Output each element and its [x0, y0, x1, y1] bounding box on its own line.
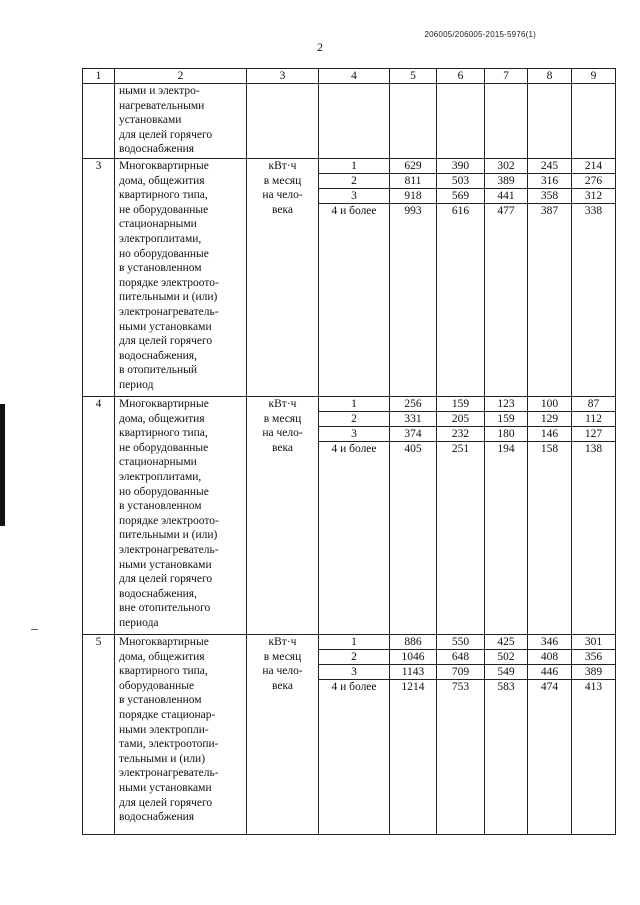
norm-value: 389 — [572, 665, 615, 680]
norm-value: 146 — [528, 427, 571, 442]
norm-value: 338 — [584, 205, 603, 217]
description-line: но оборудованные — [119, 485, 209, 498]
description-line: квартирного типа, — [119, 189, 208, 202]
unit-cell — [247, 635, 319, 835]
norm-value: 753 — [451, 681, 470, 693]
norm-column-5 — [390, 397, 437, 635]
norm-value: 918 — [390, 189, 436, 204]
norm-value: 205 — [437, 412, 484, 427]
norm-value: 127 — [572, 427, 615, 442]
table-row — [83, 159, 616, 397]
persons-count: 2 — [319, 174, 389, 189]
description-line: тельными и (или) — [119, 752, 206, 765]
description-line: Многоквартирные — [119, 160, 209, 172]
norm-value: 811 — [390, 174, 436, 189]
description-line: но оборудованные — [119, 247, 209, 260]
norm-value: 474 — [540, 681, 559, 693]
norm-value: 549 — [485, 665, 527, 680]
description-line: ными установками — [119, 558, 212, 571]
norm-value: 502 — [485, 650, 527, 665]
norm-column-9 — [572, 635, 616, 835]
norm-value: 387 — [540, 205, 559, 217]
description-line: квартирного типа, — [119, 665, 208, 678]
norm-column-6 — [437, 635, 485, 835]
persons-count: 1 — [319, 635, 389, 650]
description-line: стационарными — [119, 218, 197, 231]
norm-value: 405 — [404, 443, 422, 455]
norm-value: 993 — [404, 205, 422, 217]
column-number: 5 — [390, 69, 437, 84]
column-number: 9 — [572, 69, 616, 84]
norm-value: 251 — [451, 443, 470, 455]
description-line: ными установками — [119, 320, 212, 333]
unit-line: на чело- — [262, 189, 303, 202]
row-description — [115, 159, 247, 397]
norm-value: 477 — [497, 205, 515, 217]
norm-column-7 — [485, 635, 528, 835]
unit-line: в месяц — [263, 650, 302, 663]
unit-line: века — [272, 441, 293, 454]
persons-count: 4 и более — [331, 443, 377, 455]
description-line: водоснабжения, — [119, 587, 197, 600]
description-line: для целей горячего — [119, 796, 213, 809]
column-number: 4 — [319, 69, 390, 84]
norm-value: 159 — [485, 412, 527, 427]
norm-value: 1046 — [390, 650, 436, 665]
description-line: в установленном — [119, 262, 202, 275]
unit-line: кВт·ч — [268, 160, 297, 172]
norm-value: 390 — [437, 159, 484, 174]
unit-line: на чело- — [262, 665, 303, 678]
unit-line: на чело- — [262, 427, 303, 440]
norm-value: 709 — [437, 665, 484, 680]
persons-column — [319, 635, 390, 835]
norm-value: 441 — [485, 189, 527, 204]
persons-count: 4 и более — [331, 205, 377, 217]
norm-value: 374 — [390, 427, 436, 442]
scan-margin-mark — [0, 404, 5, 526]
persons-count: 2 — [319, 412, 389, 427]
norm-value: 87 — [572, 397, 615, 412]
norm-value: 569 — [437, 189, 484, 204]
scan-speck — [31, 629, 38, 630]
norm-value: 1143 — [390, 665, 436, 680]
persons-column — [319, 397, 390, 635]
persons-count: 3 — [319, 427, 389, 442]
unit-cell — [247, 397, 319, 635]
norm-value: 214 — [572, 159, 615, 174]
row-number: 3 — [83, 159, 115, 397]
norm-value: 256 — [390, 397, 436, 412]
persons-count: 3 — [319, 189, 389, 204]
norm-value: 408 — [528, 650, 571, 665]
description-line: период — [119, 378, 154, 391]
description-line: порядке стационар- — [119, 708, 216, 721]
description-line: периода — [119, 616, 159, 629]
norm-column-9 — [572, 159, 616, 397]
norm-value: 550 — [437, 635, 484, 650]
norm-value: 356 — [572, 650, 615, 665]
row-description — [115, 397, 247, 635]
norm-value: 425 — [485, 635, 527, 650]
description-line: пительными и (или) — [119, 291, 218, 304]
description-line: электронагреватель- — [119, 543, 219, 556]
norm-column-9 — [572, 397, 616, 635]
description-line: вне отопительного — [119, 602, 211, 615]
description-line: Многоквартирные — [119, 398, 209, 410]
norm-value: 158 — [540, 443, 559, 455]
description-line: для целей горячего — [119, 335, 213, 348]
norm-value: 1214 — [401, 681, 425, 693]
description-line: порядке электроото- — [119, 276, 219, 289]
description-line: в отопительный — [119, 364, 197, 377]
norm-value: 358 — [528, 189, 571, 204]
description-line: порядке электроото- — [119, 514, 219, 527]
norm-value: 123 — [485, 397, 527, 412]
persons-count: 3 — [319, 665, 389, 680]
description-line: электронагреватель- — [119, 767, 219, 780]
column-number: 1 — [83, 69, 115, 84]
norm-value: 276 — [572, 174, 615, 189]
column-number: 2 — [115, 69, 247, 84]
norm-value: 583 — [497, 681, 515, 693]
description-line: Многоквартирные — [119, 636, 209, 648]
table-row — [83, 397, 616, 635]
description-line: тами, электроотопи- — [119, 738, 219, 751]
description-line: водоснабжения — [119, 811, 195, 824]
norm-value: 413 — [584, 681, 603, 693]
description-line: не оборудованные — [119, 203, 209, 216]
norm-value: 316 — [528, 174, 571, 189]
norm-value: 100 — [528, 397, 571, 412]
norm-value: 194 — [497, 443, 515, 455]
norm-value: 629 — [390, 159, 436, 174]
persons-count: 2 — [319, 650, 389, 665]
description-line: дома, общежития — [119, 174, 205, 187]
row-number: 5 — [83, 635, 115, 835]
document-id: 206005/206005-2015-5976(1) — [424, 30, 536, 39]
norm-column-6 — [437, 159, 485, 397]
column-number: 8 — [528, 69, 572, 84]
description-line: водоснабжения, — [119, 349, 197, 362]
persons-count: 1 — [319, 159, 389, 174]
norm-column-8 — [528, 397, 572, 635]
unit-line: века — [272, 679, 293, 692]
norm-value: 245 — [528, 159, 571, 174]
description-line: для целей горячего — [119, 573, 213, 586]
norm-value: 312 — [572, 189, 615, 204]
unit-line: кВт·ч — [268, 636, 297, 648]
norm-value: 138 — [584, 443, 603, 455]
norm-column-5 — [390, 635, 437, 835]
column-number-row — [83, 69, 616, 84]
row-number: 4 — [83, 397, 115, 635]
description-line: квартирного типа, — [119, 427, 208, 440]
description-line: дома, общежития — [119, 650, 205, 663]
description-line: не оборудованные — [119, 441, 209, 454]
norm-value: 159 — [437, 397, 484, 412]
unit-line: в месяц — [263, 412, 302, 425]
description-line: дома, общежития — [119, 412, 205, 425]
description-line: оборудованные — [119, 679, 195, 692]
continuation-description: ными и электро- нагревательными установками для целей горячего водоснабжения — [115, 84, 247, 159]
column-number: 6 — [437, 69, 485, 84]
description-line: ными электропли- — [119, 723, 209, 736]
consumption-norms-table — [82, 68, 616, 835]
unit-line: кВт·ч — [268, 398, 297, 410]
description-line: стационарными — [119, 456, 197, 469]
norm-column-8 — [528, 159, 572, 397]
norm-value: 648 — [437, 650, 484, 665]
norm-value: 302 — [485, 159, 527, 174]
description-line: в установленном — [119, 694, 202, 707]
norm-value: 346 — [528, 635, 571, 650]
norm-value: 503 — [437, 174, 484, 189]
column-number: 3 — [247, 69, 319, 84]
norm-value: 886 — [390, 635, 436, 650]
unit-cell — [247, 159, 319, 397]
norm-value: 112 — [572, 412, 615, 427]
column-number: 7 — [485, 69, 528, 84]
description-line: в установленном — [119, 500, 202, 513]
norm-value: 129 — [528, 412, 571, 427]
unit-line: века — [272, 203, 293, 216]
persons-count: 4 и более — [331, 681, 377, 693]
description-line: пительными и (или) — [119, 529, 218, 542]
description-line: электронагреватель- — [119, 305, 219, 318]
norm-column-7 — [485, 159, 528, 397]
norm-value: 180 — [485, 427, 527, 442]
table-row — [83, 635, 616, 835]
norm-value: 331 — [390, 412, 436, 427]
norm-value: 301 — [572, 635, 615, 650]
norm-column-7 — [485, 397, 528, 635]
description-line: электроплитами, — [119, 232, 202, 245]
unit-line: в месяц — [263, 174, 302, 187]
persons-column — [319, 159, 390, 397]
norm-value: 389 — [485, 174, 527, 189]
norm-column-5 — [390, 159, 437, 397]
description-line: ными установками — [119, 781, 212, 794]
continuation-row — [83, 84, 616, 159]
description-line: электроплитами, — [119, 470, 202, 483]
norm-column-8 — [528, 635, 572, 835]
norm-value: 446 — [528, 665, 571, 680]
row-description — [115, 635, 247, 835]
norm-column-6 — [437, 397, 485, 635]
persons-count: 1 — [319, 397, 389, 412]
page-number: 2 — [317, 40, 323, 54]
norm-value: 616 — [451, 205, 470, 217]
norm-value: 232 — [437, 427, 484, 442]
